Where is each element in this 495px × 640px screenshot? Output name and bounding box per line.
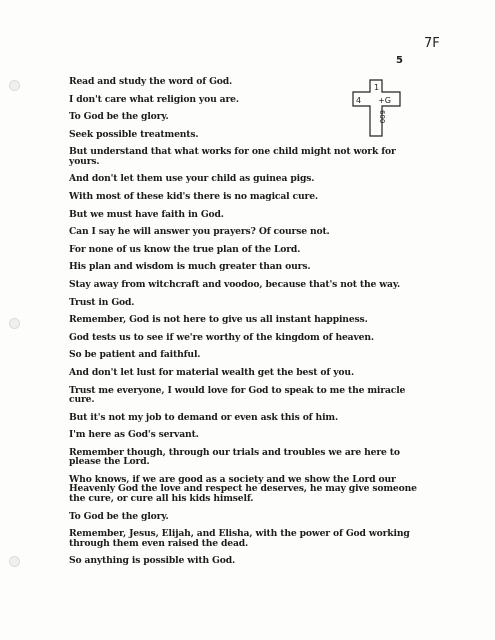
text-line: Remember though, through our trials and troubles we are here to please the Lord.	[69, 446, 400, 468]
punch-hole	[9, 80, 20, 91]
text-line: Can I say he will answer you prayers? Of course not.	[69, 226, 330, 238]
text-line: Remember, God is not here to give us all instant happiness.	[69, 314, 368, 326]
text-line: Trust in God.	[69, 296, 135, 308]
text-line: Stay away from witchcraft and voodoo, because that's not the way.	[69, 279, 401, 291]
text-line: For none of us know the true plan of the Lord.	[69, 243, 301, 255]
text-line: I don't care what religion you are.	[69, 93, 239, 105]
text-line: Remember, Jesus, Elijah, and Elisha, with the power of God working through them even raised the dead.	[69, 528, 410, 549]
cross-mark: +G	[378, 96, 391, 105]
cross-mark: 600	[378, 110, 386, 124]
text-line: Who knows, if we are good as a society and we show the Lord our Heavenly God the love and respect he deserves, he may give someone the cure, or cure all his kids himself.	[69, 473, 417, 504]
text-line: His plan and wisdom is much greater than ours.	[69, 261, 311, 273]
text-body	[69, 77, 417, 574]
punch-hole	[9, 318, 20, 329]
text-line: Read and study the word of God.	[69, 76, 233, 87]
text-line: Trust me everyone, I would love for God to speak to me the miracle cure.	[69, 384, 406, 406]
page-number: 5	[396, 55, 403, 66]
text-line: I'm here as God's servant.	[69, 429, 199, 441]
text-line: But understand that what works for one child might not work for yours.	[69, 146, 396, 167]
text-line: With most of these kid's there is no magical cure.	[69, 191, 318, 203]
corner-label: 7F	[424, 36, 440, 51]
cross-mark: 4	[356, 96, 362, 105]
text-line: But we must have faith in God.	[69, 208, 224, 220]
text-line: And don't let them use your child as guinea pigs.	[69, 173, 315, 185]
text-line: And don't let lust for material wealth get the best of you.	[69, 367, 354, 378]
cross-mark: 1	[374, 83, 380, 92]
text-line: So anything is possible with God.	[69, 555, 236, 567]
text-line: God tests us to see if we're worthy of the kingdom of heaven.	[69, 331, 374, 343]
text-line: To God be the glory.	[69, 111, 169, 123]
punch-hole	[9, 556, 20, 567]
text-line: Seek possible treatments.	[69, 128, 199, 140]
text-line: So be patient and faithful.	[69, 349, 201, 361]
text-line: But it's not my job to demand or even ask this of him.	[69, 411, 339, 423]
text-line: To God be the glory.	[69, 510, 169, 522]
